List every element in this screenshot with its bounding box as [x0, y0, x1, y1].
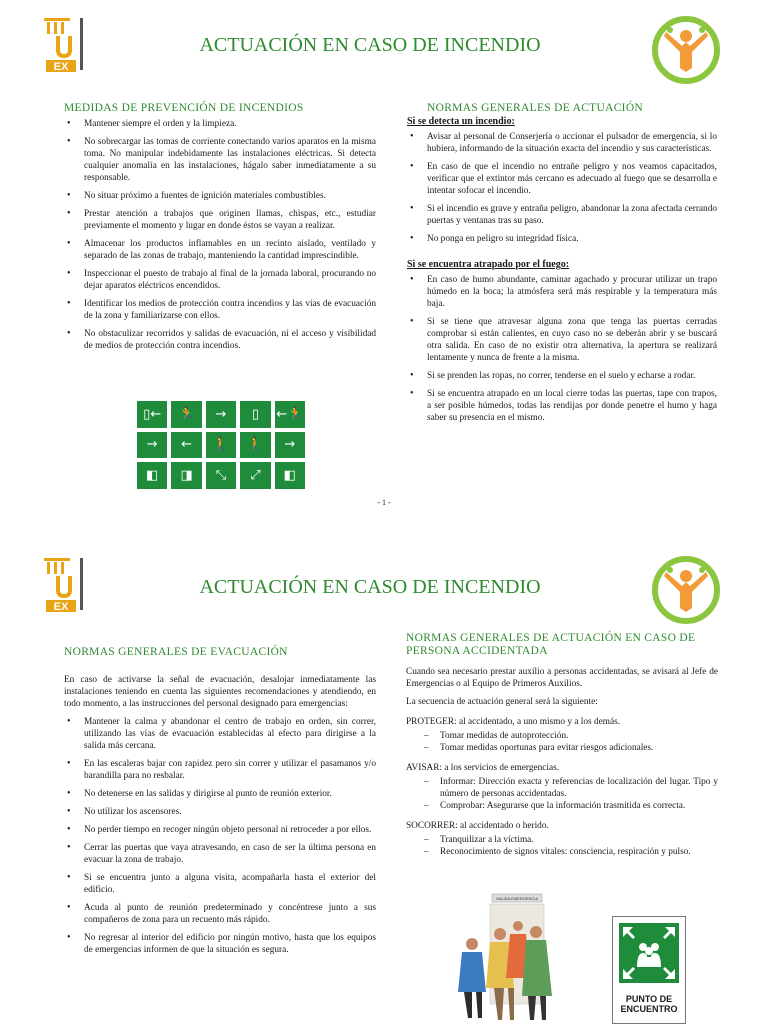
- exit-left-icon: ▯←: [136, 400, 168, 429]
- door-right-icon: ◨: [170, 461, 202, 490]
- step-word: AVISAR: [406, 763, 440, 773]
- stairs-down-icon: ⤡: [205, 461, 237, 490]
- running-man-icon: ←🏃: [274, 400, 306, 429]
- intro-paragraph: En caso de activarse la señal de evacuación, desalojar inmediatamente las instalaciones teniendo en cuenta las siguientes recomendaciones y atendiendo, en todo momento, a las instrucciones del personal designado para emergencias:: [64, 675, 376, 709]
- list-item: • En caso de humo abundante, caminar agachado y procurar utilizar un trapo húmedo en la boca; la atmósfera será más respirable y la temperatura más baja.: [407, 274, 717, 310]
- list-item: • Avisar al personal de Conserjería o accionar el pulsador de emergencia, si lo hubiera, informando de la situación exacta del incendio y sus características.: [407, 131, 717, 155]
- list-item: • Cerrar las puertas que vaya atravesando, en caso de ser la última persona en evacuar la zona de trabajo.: [64, 842, 376, 866]
- step-text: : al accidentado o herido.: [455, 821, 549, 831]
- uex-logo: [42, 14, 102, 74]
- step-help: [406, 820, 718, 832]
- list-item: • Si se tiene que atravesar alguna zona que tenga las puertas cerradas comprobar si están calientes, en cuyo caso no se deberán abrir y se buscará otra salida. En caso de no existir otra alternativa, la apertura se realizará lentamente y nunca de frente a la misma.: [407, 316, 717, 364]
- door-left-icon: ◧: [274, 461, 306, 490]
- section-heading: NORMAS GENERALES DE ACTUACIÓN EN CASO DE PERSONA ACCIDENTADA: [406, 632, 696, 657]
- exit-person-icon: 🚶: [205, 431, 237, 460]
- list-item: • Si se prenden las ropas, no correr, tenderse en el suelo y echarse a rodar.: [407, 370, 717, 382]
- running-man-right-icon: →: [205, 400, 237, 429]
- door-left-icon: ◧: [136, 461, 168, 490]
- list-item: • Si el incendio es grave y entraña peligro, abandonar la zona afectada cerrando puertas y ventanas tras su paso.: [407, 203, 717, 227]
- section-heading: NORMAS GENERALES DE EVACUACIÓN: [64, 646, 288, 658]
- fire-detected-list: [407, 131, 717, 245]
- evacuation-column: [64, 646, 376, 962]
- subheading: Si se detecta un incendio:: [407, 116, 515, 127]
- sub-item: – Tomar medidas oportunas para evitar riesgos adicionales.: [406, 742, 718, 754]
- uex-logo: [42, 554, 102, 614]
- step-text: : a los servicios de emergencias.: [439, 763, 560, 773]
- running-man-left-icon: 🏃: [170, 400, 202, 429]
- arrow-right-icon: →: [274, 431, 306, 460]
- page-number: - 1 -: [377, 498, 391, 507]
- arrow-right-icon: →: [136, 431, 168, 460]
- list-item: • No regresar al interior del edificio por ningún motivo, hasta que los equipos de emergencias informen de que la situación es segura.: [64, 932, 376, 956]
- list-item: • En las escaleras bajar con rapidez pero sin correr y utilizar el pasamanos y/o barandilla para no resbalar.: [64, 758, 376, 782]
- sub-item: – Reconocimiento de signos vitales: consciencia, respiración y pulso.: [406, 846, 718, 858]
- evacuation-list: [64, 716, 376, 956]
- exit-door-icon: ▯: [239, 400, 271, 429]
- evacuation-signs: [136, 400, 306, 490]
- section-heading: MEDIDAS DE PREVENCIÓN DE INCENDIOS: [64, 102, 304, 114]
- arrow-left-icon: ←: [170, 431, 202, 460]
- meeting-point-icon: [613, 917, 685, 987]
- sub-item: – Comprobar: Asegurarse que la información trasmitida es correcta.: [406, 800, 718, 812]
- step-alert: [406, 762, 718, 774]
- sub-item: – Tranquilizar a la víctima.: [406, 834, 718, 846]
- list-item: • Si se encuentra atrapado en un local cierre todas las puertas, tape con trapos, a ser posible húmedos, todas las rendijas por donde penetre el humo y haga saber su presencia en el mismo.: [407, 388, 717, 424]
- exit-person-icon: 🚶: [239, 431, 271, 460]
- page-title: ACTUACIÓN EN CASO DE INCENDIO: [199, 34, 541, 56]
- injured-person-column: [406, 632, 718, 862]
- list-item: • No obstaculizar recorridos y salidas de evacuación, ni el acceso y visibilidad de medios de protección contra incendios.: [64, 328, 376, 352]
- subheading: Si se encuentra atrapado por el fuego:: [407, 259, 570, 270]
- list-item: • No ponga en peligro su integridad física.: [407, 233, 717, 245]
- prevention-service-logo: [652, 14, 720, 86]
- step-word: SOCORRER: [406, 821, 456, 831]
- svg-text:EX: EX: [53, 601, 69, 613]
- list-item: • No detenerse en las salidas y dirigirse al punto de reunión exterior.: [64, 788, 376, 800]
- list-item: • Mantener la calma y abandonar el centro de trabajo en orden, sin correr, utilizando las vías de evacuación establecidas al efecto para dirigirse a la salida más cercana.: [64, 716, 376, 752]
- step-word: PROTEGER: [406, 717, 455, 727]
- section-heading: NORMAS GENERALES DE ACTUACIÓN: [427, 102, 644, 114]
- trapped-list: [407, 274, 717, 424]
- page-title: ACTUACIÓN EN CASO DE INCENDIO: [199, 576, 541, 598]
- sub-item: – Informar: Dirección exacta y referencias de localización del lugar. Tipo y número de personas accidentadas.: [406, 776, 718, 800]
- protect-sublist: [406, 730, 718, 754]
- stairs-up-icon: ⤢: [239, 461, 271, 490]
- list-item: • No situar próximo a fuentes de ignición materiales combustibles.: [64, 190, 376, 202]
- sub-item: – Tomar medidas de autoprotección.: [406, 730, 718, 742]
- list-item: • No sobrecargar las tomas de corriente conectando varios aparatos en la misma toma. No manipular indebidamente las instalaciones eléctricas. Si detecta cualquier anomalía en las instalaciones, hágalo saber inmediatamente a su responsable.: [64, 136, 376, 184]
- intro-paragraph: Cuando sea necesario prestar auxilio a personas accidentadas, se avisará al Jefe de Emergencias o al Equipo de Primeros Auxilios.: [406, 667, 718, 689]
- help-sublist: [406, 834, 718, 858]
- list-item: • Prestar atención a trabajos que originen llamas, chispas, etc., estudiar previamente el momento y lugar en donde éstos se vayan a realizar.: [64, 208, 376, 232]
- list-item: • Identificar los medios de protección contra incendios y las vías de evacuación de la zona y familiarizarse con ellos.: [64, 298, 376, 322]
- prevention-list: [64, 118, 376, 352]
- meeting-point-sign: [612, 916, 686, 1024]
- list-item: • No perder tiempo en recoger ningún objeto personal ni retroceder a por ellos.: [64, 824, 376, 836]
- list-item: • Almacenar los productos inflamables en un recinto aislado, ventilado y separado de las zonas de trabajo, manteniendo la cantidad imprescindible.: [64, 238, 376, 262]
- list-item: • Inspeccionar el puesto de trabajo al final de la jornada laboral, procurando no dejar aparatos eléctricos encendidos.: [64, 268, 376, 292]
- page-2: [0, 540, 768, 1024]
- step-protect: [406, 716, 718, 728]
- actuation-column: [407, 102, 717, 430]
- list-item: • En caso de que el incendio no entrañe peligro y nos veamos capacitados, verificar que el extintor más cercano es adecuado al fuego que se desarrolla e intentar sofocar el incendio.: [407, 161, 717, 197]
- alert-sublist: [406, 776, 718, 812]
- list-item: • Si se encuentra junto a alguna visita, acompañarla hasta el exterior del edificio.: [64, 872, 376, 896]
- svg-text:EX: EX: [53, 61, 69, 73]
- list-item: • Acuda al punto de reunión predeterminado y concéntrese junto a sus compañeros de zona para un recuento más rápido.: [64, 902, 376, 926]
- exit-sign-text: SALIDA EMERGENCIA: [495, 896, 539, 901]
- prevention-column: [64, 102, 376, 358]
- prevention-service-logo: [652, 554, 720, 626]
- meeting-point-label: PUNTO DE ENCUENTRO: [620, 994, 678, 1014]
- step-text: : al accidentado, a uno mismo y a los demás.: [454, 717, 621, 727]
- sequence-paragraph: La secuencia de actuación general será la siguiente:: [406, 697, 598, 707]
- list-item: • No utilizar los ascensores.: [64, 806, 376, 818]
- evacuating-people-illustration: [444, 892, 564, 1024]
- list-item: • Mantener siempre el orden y la limpieza.: [64, 118, 376, 130]
